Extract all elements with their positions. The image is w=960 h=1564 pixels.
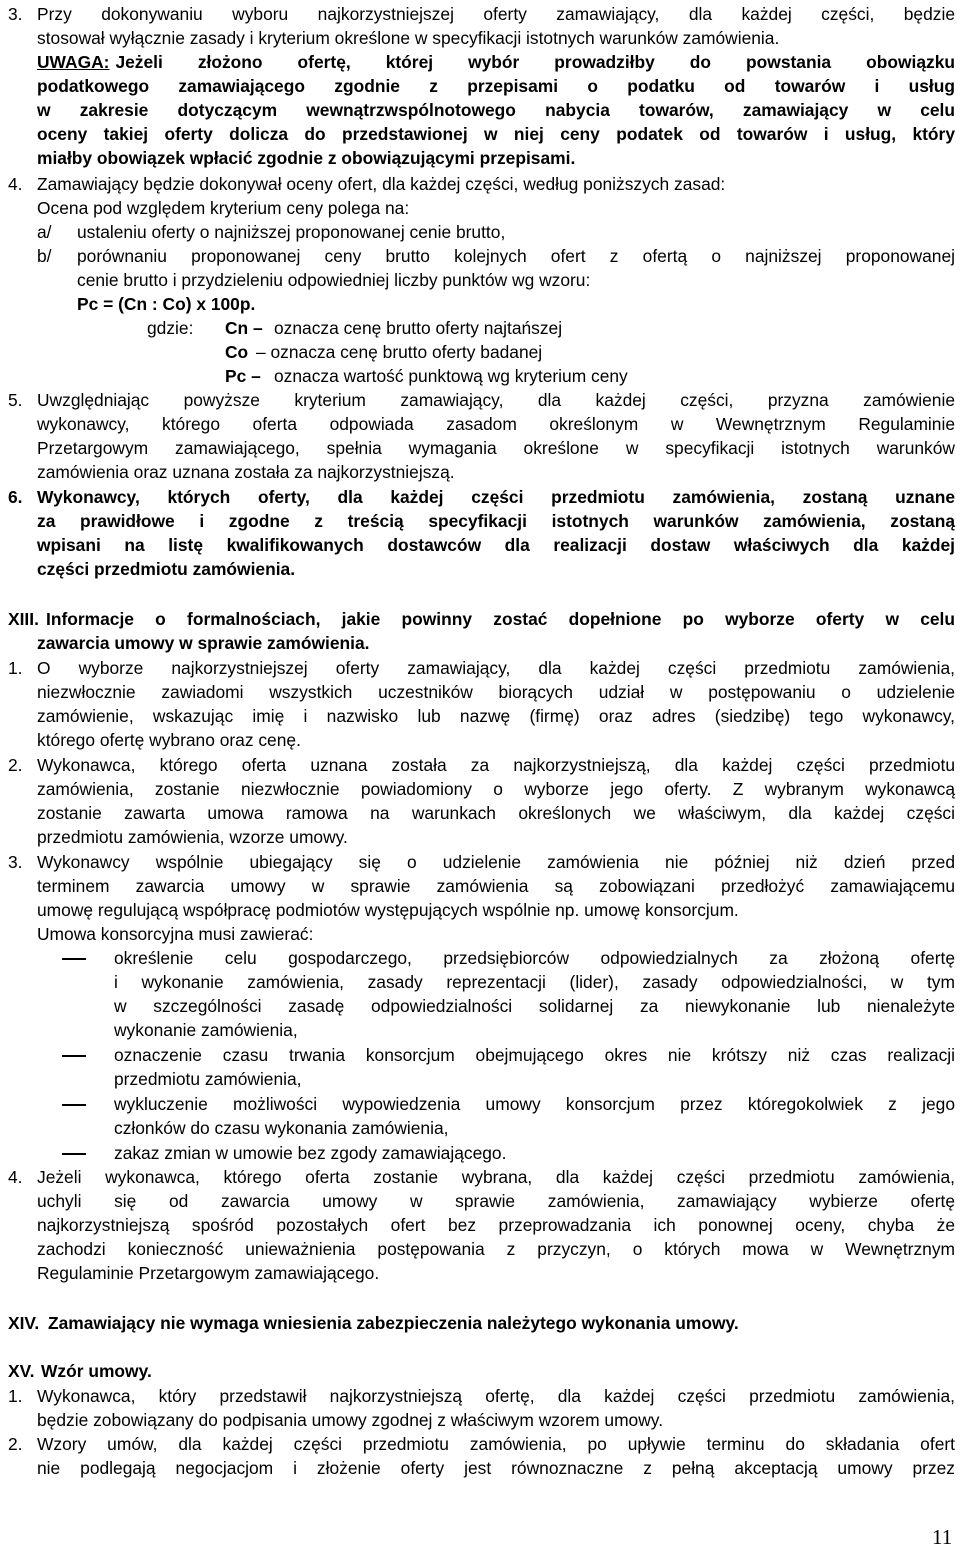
paragraph-line: Ocena pod względem kryterium ceny polega na: (37, 198, 410, 218)
paragraph-line: będzie zobowiązany do podpisania umowy zgodnej z właściwym wzorem umowy. (37, 1410, 664, 1430)
list-dash (62, 1104, 86, 1106)
uwaga-label: UWAGA: (37, 52, 110, 72)
paragraph-line: Wykonawcy wspólnie ubiegający się o udzielenie zamówienia nie później niż dzień przed (37, 852, 955, 872)
formula-definition: oznacza wartość punktową wg kryterium ceny (274, 366, 628, 386)
section-heading: Informacje o formalnościach, jakie powinny zostać dopełnione po wyborze oferty w celu (46, 609, 955, 629)
list-dash (62, 958, 86, 960)
section-number: XIII. (8, 609, 39, 629)
list-item-line: przedmiotu zamówienia, (114, 1069, 302, 1089)
paragraph-line: części przedmiotu zamówienia. (37, 559, 296, 579)
list-item-line: oznaczenie czasu trwania konsorcjum obejmującego okres nie krótszy niż czas realizacji (114, 1045, 955, 1065)
paragraph-line: którego ofertę wybrano oraz cenę. (37, 730, 301, 750)
list-item-line: wykonanie zamówienia, (114, 1020, 298, 1040)
paragraph-line: Wykonawca, który przedstawił najkorzystniejszą ofertę, dla każdej części przedmiotu zamówienia, (37, 1386, 955, 1406)
list-item-line: w szczególności zasadę odpowiedzialności solidarnej za niewykonanie lub nienależyte (114, 996, 955, 1016)
item-number: 5. (8, 390, 23, 410)
paragraph-line: O wyborze najkorzystniejszej oferty zamawiający, dla każdej części przedmiotu zamówienia, (37, 658, 955, 678)
paragraph-line: zamówienia, zostanie niezwłocznie powiadomiony o wyborze jego oferty. Z wybranym wykonawcą (37, 779, 955, 799)
note-text: Jeżeli złożono ofertę, której wybór prowadziłby do powstania obowiązku (115, 52, 955, 72)
paragraph-line: zachodzi konieczność unieważnienia postępowania z przyczyn, o których mowa w Wewnętrznym (37, 1239, 955, 1259)
formula: Pc = (Cn : Co) x 100p. (77, 294, 256, 314)
note-text: oceny takiej oferty dolicza do przedstawionej w niej ceny podatek od towarów i usług, który (37, 124, 955, 144)
paragraph-line: za prawidłowe i zgodne z treścią specyfikacji istotnych warunków zamówienia, zostaną (37, 511, 955, 531)
note-line (37, 50, 955, 74)
list-item-line: określenie celu gospodarczego, przedsiębiorców odpowiedzialnych za złożoną ofertę (114, 948, 955, 968)
list-item-line: i wykonanie zamówienia, zasady reprezentacji (lider), zasady odpowiedzialności, w tym (114, 972, 955, 992)
paragraph-line: Jeżeli wykonawca, którego oferta zostanie wybrana, dla każdej części przedmiotu zamówienia, (37, 1167, 955, 1187)
item-number: 3. (8, 852, 23, 872)
item-number: 6. (8, 487, 23, 507)
paragraph-line: Wzory umów, dla każdej części przedmiotu zamówienia, po upływie terminu do składania ofert (37, 1434, 955, 1454)
page-number: 11 (932, 1525, 953, 1549)
paragraph-line: zostanie zawarta umowa ramowa na warunkach określonych we właściwym, dla każdej części (37, 803, 955, 823)
sub-item-marker: b/ (37, 246, 52, 266)
paragraph-line: Regulaminie Przetargowym zamawiającego. (37, 1263, 380, 1283)
formula-definition: oznacza cenę brutto oferty najtańszej (274, 318, 563, 338)
paragraph-line: Wykonawca, którego oferta uznana została za najkorzystniejszą, dla każdej części przedmiotu (37, 755, 955, 775)
list-item-line: wykluczenie możliwości wypowiedzenia umowy konsorcjum przez któregokolwiek z jego (114, 1094, 955, 1114)
item-number: 1. (8, 1386, 23, 1406)
item-number: 2. (8, 1434, 23, 1454)
sub-item-marker: a/ (37, 222, 52, 242)
note-text: podatkowego zamawiającego zgodnie z przepisami o podatku od towarów i usług (37, 76, 955, 96)
item-number: 4. (8, 174, 23, 194)
paragraph-line: nie podlegają negocjacjom i złożenie oferty jest równoznaczne z pełną akceptacją umowy przez (37, 1458, 955, 1478)
formula-symbol: Cn – (225, 318, 263, 338)
item-number: 3. (8, 4, 23, 24)
item-number: 2. (8, 755, 23, 775)
note-text: miałby obowiązek wpłacić zgodnie z obowiązującymi przepisami. (37, 148, 576, 168)
paragraph-line: Umowa konsorcyjna musi zawierać: (37, 924, 314, 944)
paragraph-line: terminem zawarcia umowy w sprawie zamówienia są zobowiązani przedłożyć zamawiającemu (37, 876, 955, 896)
paragraph-line: stosował wyłącznie zasady i kryterium określone w specyfikacji istotnych warunków zamówienia. (37, 28, 780, 48)
section-number: XIV. (8, 1313, 40, 1333)
paragraph-line: Zamawiający będzie dokonywał oceny ofert, dla każdej części, według poniższych zasad: (37, 174, 726, 194)
paragraph-line: cenie brutto i przydzieleniu odpowiedniej liczby punktów wg wzoru: (77, 270, 591, 290)
item-number: 4. (8, 1167, 23, 1187)
section-heading: Zamawiający nie wymaga wniesienia zabezpieczenia należytego wykonania umowy. (48, 1313, 739, 1333)
legend-label: gdzie: (147, 318, 194, 338)
item-number: 1. (8, 658, 23, 678)
paragraph-line: Uwzględniając powyższe kryterium zamawiający, dla każdej części, przyzna zamówienie (37, 390, 955, 410)
paragraph-line: porównaniu proponowanej ceny brutto kolejnych ofert z ofertą o najniższej proponowanej (77, 246, 955, 266)
list-dash (62, 1055, 86, 1057)
list-item-line: zakaz zmian w umowie bez zgody zamawiającego. (114, 1143, 507, 1163)
section-number: XV. (8, 1361, 35, 1381)
paragraph-line: wykonawcy, którego oferta odpowiada zasadom określonym w Wewnętrznym Regulaminie (37, 414, 955, 434)
section-heading: zawarcia umowy w sprawie zamówienia. (37, 633, 370, 653)
section-heading: Wzór umowy. (41, 1361, 152, 1381)
formula-symbol: Pc – (225, 366, 261, 386)
paragraph-line: niezwłocznie zawiadomi wszystkich uczestników biorących udział w postępowaniu o udzielenie (37, 682, 955, 702)
list-item-line: członków do czasu wykonania zamówienia, (114, 1118, 449, 1138)
note-text: w zakresie dotyczącym wewnątrzwspólnotowego nabycia towarów, zamawiający w celu (37, 100, 955, 120)
paragraph-line: zamówienia oraz uznana została za najkorzystniejszą. (37, 462, 455, 482)
paragraph-line: zamówienie, wskazując imię i nazwisko lub nazwę (firmę) oraz adres (siedzibę) tego wykonawcy, (37, 706, 955, 726)
list-dash (62, 1153, 86, 1155)
paragraph-line: uchyli się od zawarcia umowy w sprawie zamówienia, zamawiający wybierze ofertę (37, 1191, 955, 1211)
paragraph-line: Przy dokonywaniu wyboru najkorzystniejszej oferty zamawiający, dla każdej części, będzie (37, 4, 955, 24)
paragraph-line: Wykonawcy, których oferty, dla każdej części przedmiotu zamówienia, zostaną uznane (37, 487, 955, 507)
formula-definition: – oznacza cenę brutto oferty badanej (256, 342, 543, 362)
paragraph-line: ustaleniu oferty o najniższej proponowanej cenie brutto, (77, 222, 506, 242)
formula-symbol: Co (225, 342, 249, 362)
paragraph-line: wpisani na listę kwalifikowanych dostawców dla realizacji dostaw właściwych dla każdej (37, 535, 955, 555)
paragraph-line: przedmiotu zamówienia, wzorze umowy. (37, 827, 348, 847)
paragraph-line: Przetargowym zamawiającego, spełnia wymagania określone w specyfikacji istotnych warunków (37, 438, 955, 458)
paragraph-line: umowę regulującą współpracę podmiotów występujących wspólnie np. umowę konsorcjum. (37, 900, 739, 920)
paragraph-line: najkorzystniejszą spośród pozostałych ofert bez przeprowadzania ich ponownej oceny, chyba że (37, 1215, 955, 1235)
